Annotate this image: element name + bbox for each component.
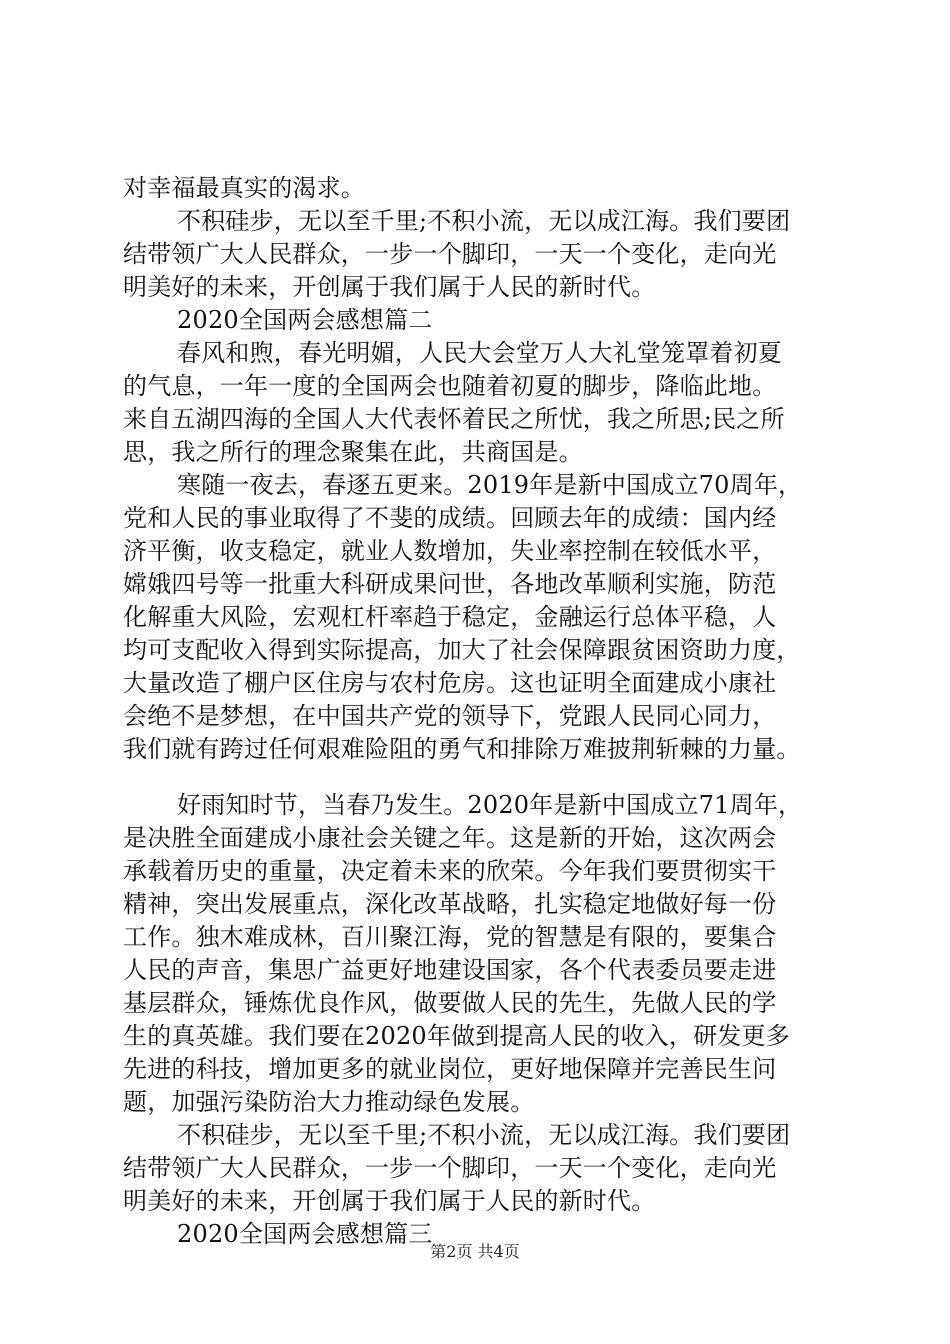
page-footer: 第2页 共4页 (430, 1242, 520, 1261)
text-line: 寒随一夜去，春逐五更来。2019年是新中国成立70周年， (177, 471, 803, 499)
text-line: 人民的声音，集思广益更好地建设国家，各个代表委员要走进 (123, 956, 777, 984)
text-line: 不积硅步，无以至千里;不积小流，无以成江海。我们要团 (177, 207, 791, 235)
text-line: 党和人民的事业取得了不斐的成绩。回顾去年的成绩：国内经 (123, 504, 777, 532)
text-line: 我们就有跨过任何艰难险阻的勇气和排除万难披荆斩棘的力量。 (123, 735, 801, 763)
text-line: 生的真英雄。我们要在2020年做到提高人民的收入，研发更多 (123, 1022, 790, 1050)
text-line: 的气息，一年一度的全国两会也随着初夏的脚步，降临此地。 (123, 372, 777, 400)
text-line: 春风和煦，春光明媚，人民大会堂万人大礼堂笼罩着初夏 (177, 339, 782, 367)
text-line: 来自五湖四海的全国人大代表怀着民之所忧，我之所思;民之所 (123, 405, 785, 433)
text-line: 精神，突出发展重点，深化改革战略，扎实稳定地做好每一份 (123, 890, 777, 918)
text-line: 大量改造了棚户区住房与农村危房。这也证明全面建成小康社 (123, 669, 777, 697)
text-line: 题，加强污染防治大力推动绿色发展。 (123, 1088, 535, 1116)
text-line: 结带领广大人民群众，一步一个脚印，一天一个变化，走向光 (123, 1154, 777, 1182)
text-line: 嫦娥四号等一批重大科研成果问世，各地改革顺利实施，防范 (123, 570, 777, 598)
text-line: 承载着历史的重量，决定着未来的欣荣。今年我们要贯彻实干 (123, 857, 777, 885)
text-line: 明美好的未来，开创属于我们属于人民的新时代。 (123, 273, 656, 301)
text-line: 会绝不是梦想，在中国共产党的领导下，党跟人民同心同力， (123, 702, 777, 730)
text-line: 先进的科技，增加更多的就业岗位，更好地保障并完善民生问 (123, 1055, 777, 1083)
text-line: 不积硅步，无以至千里;不积小流，无以成江海。我们要团 (177, 1121, 791, 1149)
text-line: 明美好的未来，开创属于我们属于人民的新时代。 (123, 1187, 656, 1215)
text-line: 思，我之所行的理念聚集在此，共商国是。 (123, 438, 583, 466)
text-line: 对幸福最真实的渴求。 (123, 174, 365, 202)
section-heading: 2020全国两会感想篇三 (177, 1220, 433, 1248)
section-heading: 2020全国两会感想篇二 (177, 306, 433, 334)
text-line: 工作。独木难成林，百川聚江海，党的智慧是有限的，要集合 (123, 923, 777, 951)
text-line: 基层群众，锤炼优良作风，做要做人民的先生，先做人民的学 (123, 989, 777, 1017)
text-line: 结带领广大人民群众，一步一个脚印，一天一个变化，走向光 (123, 240, 777, 268)
text-line: 均可支配收入得到实际提高，加大了社会保障跟贫困资助力度， (123, 636, 801, 664)
text-line: 济平衡，收支稳定，就业人数增加，失业率控制在较低水平， (123, 537, 777, 565)
text-line: 化解重大风险，宏观杠杆率趋于稳定，金融运行总体平稳，人 (123, 603, 777, 631)
text-line: 是决胜全面建成小康社会关键之年。这是新的开始，这次两会 (123, 824, 777, 852)
text-line: 好雨知时节，当春乃发生。2020年是新中国成立71周年， (177, 791, 803, 819)
